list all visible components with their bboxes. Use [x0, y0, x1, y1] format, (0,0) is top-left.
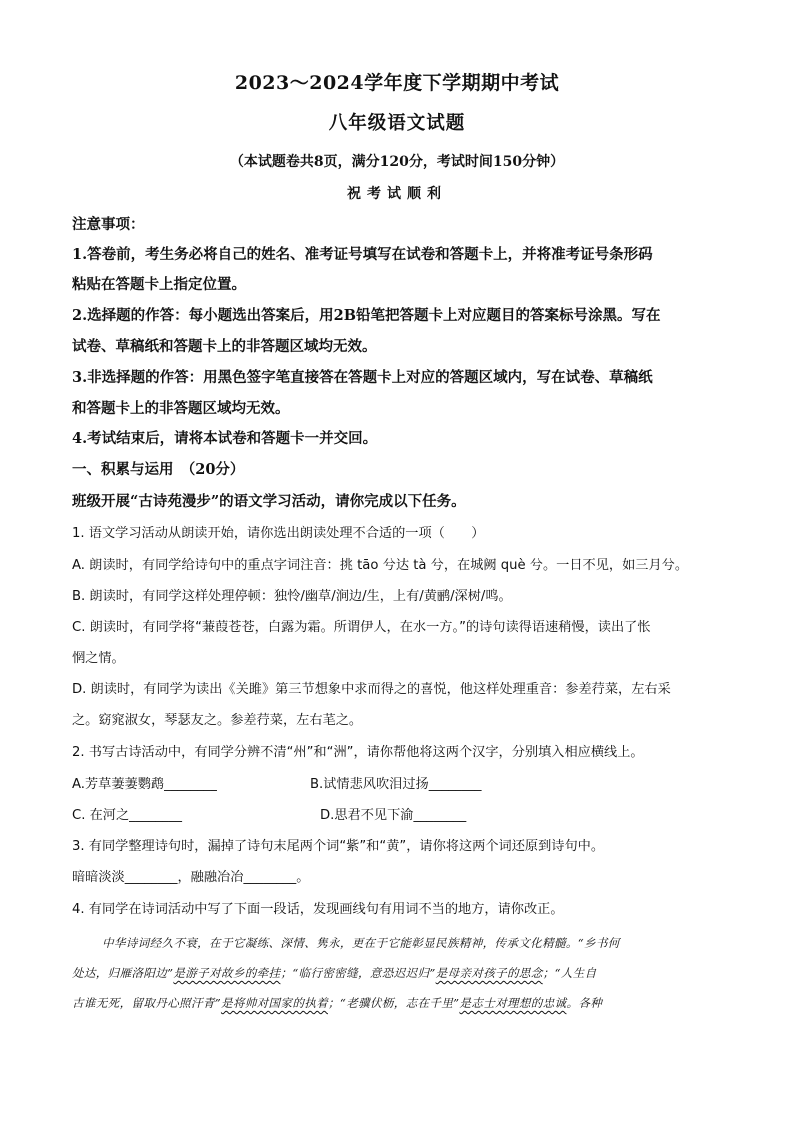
passage-text: ；“老骥伏枥，志在千里”	[328, 996, 460, 1010]
passage-text: 古谁无死，留取丹心照汗青”	[72, 996, 221, 1010]
question-3-verse-part-2: ，融融冶冶	[177, 870, 244, 885]
question-4-stem: 4. 有同学在诗词活动中写了下面一段话，发现画线句有用词不当的地方，请你改正。	[72, 902, 564, 917]
answer-blank: ________	[129, 808, 182, 823]
answer-blank: ________	[243, 870, 297, 885]
question-4-passage-line-3	[72, 993, 602, 1013]
notice-item-2-line-2: 试卷、草稿纸和答题卡上的非答题区域均无效。	[72, 338, 377, 355]
underlined-sentence: 是母亲对孩子的思念	[435, 966, 543, 980]
notice-item-3-line-1: 3.非选择题的作答：用黑色签字笔直接答在答题卡上对应的答题区域内，写在试卷、草稿纸	[72, 369, 653, 386]
exam-info: （本试题卷共8页，满分120分，考试时间150分钟）	[229, 154, 565, 170]
notice-item-3-line-2: 和答题卡上的非答题区域均无效。	[72, 400, 290, 417]
exam-subject-title: 八年级语文试题	[328, 113, 466, 134]
underlined-sentence: 是志士对理想的忠诚	[459, 996, 567, 1010]
notice-item-1-line-2: 粘贴在答题卡上指定位置。	[72, 276, 246, 293]
passage-text: ；“人生自	[542, 966, 597, 980]
underlined-sentence: 是将帅对国家的执着	[220, 996, 328, 1010]
question-1-option-b: B. 朗读时，有同学这样处理停顿：独怜/幽草/涧边/生，上有/黄鹂/深树/鸣。	[72, 589, 512, 604]
section-1-intro: 班级开展“古诗苑漫步”的语文学习活动，请你完成以下任务。	[72, 493, 466, 510]
answer-blank: ________	[413, 808, 467, 823]
question-2-stem: 2. 书写古诗活动中，有同学分辨不清“州”和“洲”，请你帮他将这两个汉字，分别填入相应横线上。	[72, 745, 644, 760]
question-3-verse-part-1: 暗暗淡淡	[72, 870, 125, 885]
notice-item-2-line-1: 2.选择题的作答：每小题选出答案后，用2B铅笔把答题卡上对应题目的答案标号涂黑。写在	[72, 307, 661, 324]
good-luck-wish: 祝考试顺利	[347, 186, 447, 202]
notice-item-4: 4.考试结束后，请将本试卷和答题卡一并交回。	[72, 430, 378, 447]
answer-blank: ________	[428, 777, 482, 792]
passage-text: ；“临行密密缝，意恐迟迟归”	[280, 966, 436, 980]
question-1-option-a: A. 朗读时，有同学给诗句中的重点字词注音：挑 tāo 兮达 tà 兮，在城阙 què 兮。一日不见，如三月兮。	[72, 558, 689, 573]
question-2-option-d-text: D.思君不见下渝	[320, 808, 414, 823]
answer-blank: ________	[164, 777, 217, 792]
section-1-heading: 一、积累与运用 （20分）	[72, 461, 245, 478]
question-4-passage-line-2	[72, 963, 596, 983]
notice-item-1-line-1: 1.答卷前，考生务必将自己的姓名、准考证号填写在试卷和答题卡上，并将准考证号条形码	[72, 246, 653, 263]
question-3-verse	[72, 868, 309, 888]
exam-title: 2023～2024学年度下学期期中考试	[234, 72, 560, 94]
question-2-option-a	[72, 775, 217, 795]
question-1-stem: 1. 语文学习活动从朗读开始，请你选出朗读处理不合适的一项（ ）	[72, 526, 485, 541]
question-1-option-c-line-1: C. 朗读时，有同学将“蒹葭苍苍，白露为霜。所谓伊人，在水一方。”的诗句读得语速稍慢，读出了怅	[72, 620, 651, 635]
question-4-passage-line-1: 中华诗词经久不衰，在于它凝练、深情、隽永，更在于它能彰显民族精神，传承文化精髓。“乡书何	[102, 936, 620, 950]
question-2-option-c	[72, 806, 182, 826]
question-3-verse-end: 。	[296, 870, 310, 885]
notice-heading: 注意事项：	[72, 216, 145, 233]
passage-text: 。各种	[566, 996, 603, 1010]
underlined-sentence: 是游子对故乡的牵挂	[173, 966, 281, 980]
question-1-option-c-line-2: 惘之情。	[72, 651, 125, 666]
question-2-option-c-text: C. 在河之	[72, 808, 130, 823]
passage-text: 处达，归雁洛阳边”	[72, 966, 174, 980]
answer-blank: ________	[124, 870, 178, 885]
question-2-option-b-text: B.试情悲风吹泪过扬	[310, 777, 429, 792]
question-2-option-d	[320, 806, 466, 826]
question-3-stem: 3. 有同学整理诗句时，漏掉了诗句末尾两个词“紫”和“黄”，请你将这两个词还原到诗句中。	[72, 839, 605, 854]
question-2-option-b	[310, 775, 482, 795]
question-2-option-a-text: A.芳草萋萋鹦鹉	[72, 777, 165, 792]
question-1-option-d-line-1: D. 朗读时，有同学为读出《关雎》第三节想象中求而得之的喜悦，他这样处理重音：参差荇菜，左右采	[72, 682, 671, 697]
question-1-option-d-line-2: 之。窈窕淑女，琴瑟友之。参差荇菜，左右芼之。	[72, 713, 363, 728]
